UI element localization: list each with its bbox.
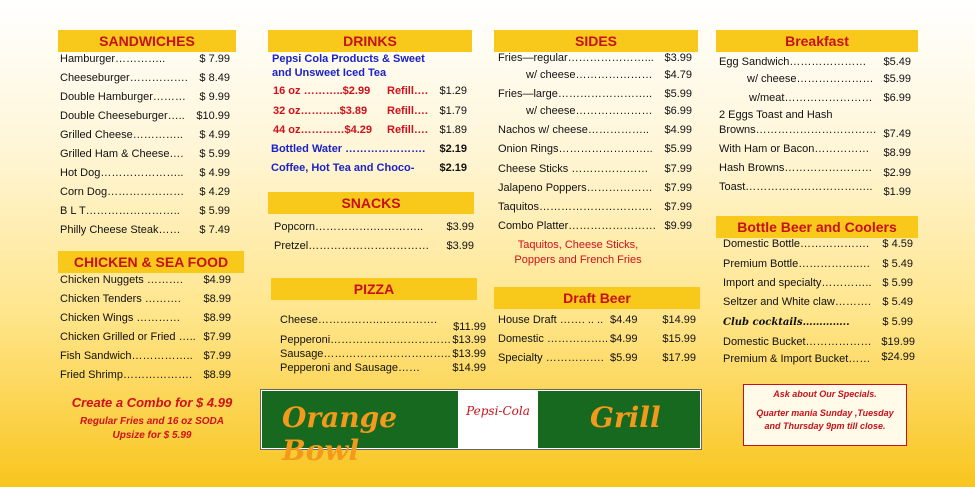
drinks-header: DRINKS [268, 30, 472, 52]
banner-title-right: Grill [590, 401, 661, 434]
combo-platter-note-2: Poppers and French Fries [514, 254, 642, 266]
specials-title: Ask about Our Specials. [773, 389, 877, 399]
breakfast-header: Breakfast [716, 30, 918, 52]
specials-line-3: and Thursday 9pm till close. [764, 421, 886, 431]
pizza-header: PIZZA [271, 278, 477, 300]
sandwiches-header: SANDWICHES [58, 30, 236, 52]
banner-green-left [262, 391, 458, 467]
snacks-header: SNACKS [268, 192, 474, 214]
combo-offer-title: Create a Combo for $ 4.99 [71, 395, 233, 410]
combo-platter-note-1: Taquitos, Cheese Sticks, [517, 239, 639, 251]
sides-header: SIDES [494, 30, 698, 52]
drinks-intro-line1: Pepsi Cola Products & Sweet [272, 53, 425, 65]
chicken-header: CHICKEN & SEA FOOD [58, 251, 244, 273]
banner-green-right [538, 391, 700, 448]
banner-title-left: Orange Bowl [282, 401, 398, 467]
specials-box [743, 384, 907, 446]
pepsi-logo: Pepsi-Cola [466, 404, 530, 418]
combo-upsize: Upsize for $ 5.99 [112, 430, 192, 441]
bottle-beer-header: Bottle Beer and Coolers [716, 216, 918, 238]
drinks-intro-line2: and Unsweet Iced Tea [272, 67, 387, 79]
restaurant-banner [260, 389, 702, 467]
draft-beer-header: Draft Beer [494, 287, 700, 309]
specials-line-2: Quarter mania Sunday ,Tuesday [756, 408, 894, 418]
combo-offer-detail: Regular Fries and 16 oz SODA [80, 416, 224, 427]
